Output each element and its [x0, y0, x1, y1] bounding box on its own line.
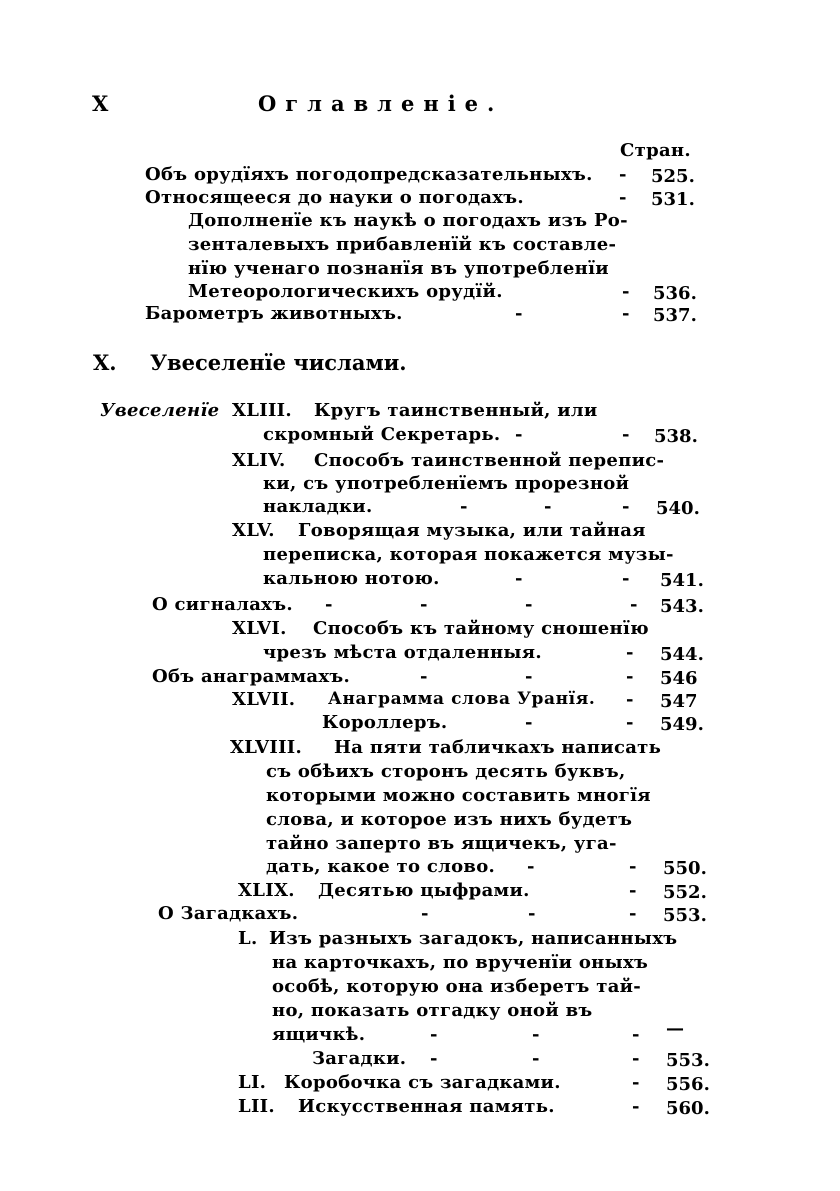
entry-text: переписка, которая покажется музы-	[263, 544, 674, 565]
entry-text: ящичкѣ.	[272, 1024, 366, 1045]
page-ref: 531.	[651, 189, 695, 210]
entry-text: На пяти табличкахъ написать	[334, 737, 662, 758]
entry-text: Способъ таинственной перепис-	[314, 450, 665, 471]
entry-text: Изъ разныхъ загадокъ, написанныхъ	[269, 928, 678, 949]
entry-number: LI.	[238, 1072, 267, 1093]
toc-line: Барометръ животныхъ.	[145, 303, 403, 324]
entry-text: тайно заперто въ ящичекъ, уга-	[266, 833, 617, 854]
leader-dash: -	[515, 568, 523, 589]
entry-text: ки, съ употребленїемъ прорезной	[263, 473, 630, 494]
entry-text: которыми можно составить многїя	[266, 785, 651, 806]
leader-dash: -	[622, 303, 630, 324]
leader-dash: -	[525, 594, 533, 615]
leader-dash: -	[626, 666, 634, 687]
toc-line: Относящееся до науки о погодахъ.	[145, 187, 524, 208]
page-ref: 544.	[660, 644, 704, 665]
entry-number: XLIII.	[232, 400, 292, 421]
leader-dash: -	[629, 903, 637, 924]
leader-dash: -	[626, 689, 634, 710]
side-label: Увеселенїе	[100, 400, 220, 421]
leader-dash: -	[430, 1024, 438, 1045]
entry-number: XLIX.	[238, 880, 295, 901]
leader-dash: -	[626, 712, 634, 733]
entry-text: на карточкахъ, по врученїи оныхъ	[272, 952, 649, 973]
entry-number: XLVI.	[232, 618, 287, 639]
section-number: X.	[93, 350, 117, 375]
page-ref: 536.	[653, 283, 697, 304]
leader-dash: -	[622, 281, 630, 302]
subsection-title: Объ анаграммахъ.	[152, 666, 351, 687]
leader-dash: -	[632, 1096, 640, 1117]
entry-text: чрезъ мѣста отдаленныя.	[263, 642, 542, 663]
section-title: Увеселенїе числами.	[150, 350, 407, 375]
leader-dash: -	[527, 856, 535, 877]
page-ref: 556.	[666, 1074, 710, 1095]
leader-dash: -	[632, 1072, 640, 1093]
entry-text: слова, и которое изъ нихъ будетъ	[266, 809, 633, 830]
entry-text: съ обѣихъ сторонъ десять буквъ,	[266, 761, 626, 782]
leader-dash: -	[632, 1048, 640, 1069]
leader-dash: -	[420, 666, 428, 687]
page-ref: 552.	[663, 882, 707, 903]
page-number: X	[92, 91, 109, 116]
page-ref: —	[666, 1018, 684, 1039]
entry-text: Искусственная память.	[298, 1096, 555, 1117]
leader-dash: -	[619, 187, 627, 208]
leader-dash: -	[525, 666, 533, 687]
subsection-title: О сигналахъ.	[152, 594, 293, 615]
page-ref: 543.	[660, 596, 704, 617]
leader-dash: -	[420, 594, 428, 615]
page-ref: 547	[660, 691, 698, 712]
leader-dash: -	[525, 712, 533, 733]
subsection-title: О Загадкахъ.	[158, 903, 299, 924]
leader-dash: -	[515, 303, 523, 324]
entry-text: накладки.	[263, 496, 373, 517]
entry-text: Загадки.	[312, 1048, 407, 1069]
page-ref: 540.	[656, 498, 700, 519]
toc-line: нїю ученаго познанїя въ употребленїи	[188, 258, 609, 279]
entry-number: XLIV.	[232, 450, 286, 471]
leader-dash: -	[632, 1024, 640, 1045]
page-ref: 546	[660, 668, 698, 689]
leader-dash: -	[629, 856, 637, 877]
entry-text: особѣ, которую она изберетъ тай-	[272, 976, 642, 997]
page-title: Оглавленіе.	[258, 91, 504, 116]
entry-number: L.	[238, 928, 258, 949]
leader-dash: -	[622, 424, 630, 445]
page-ref: 525.	[651, 166, 695, 187]
leader-dash: -	[532, 1024, 540, 1045]
leader-dash: -	[622, 568, 630, 589]
entry-number: XLVII.	[232, 689, 296, 710]
page-ref: 538.	[654, 426, 698, 447]
toc-line: Дополненїе къ наукѣ о погодахъ изъ Ро-	[188, 210, 628, 231]
toc-line: Объ орудїяхъ погодопредсказательныхъ.	[145, 164, 593, 185]
leader-dash: -	[515, 424, 523, 445]
entry-text: Коробочка съ загадками.	[284, 1072, 561, 1093]
page-ref: 560.	[666, 1098, 710, 1119]
page-ref: 553.	[663, 905, 707, 926]
entry-number: XLV.	[232, 520, 275, 541]
entry-text: скромный Секретарь.	[263, 424, 501, 445]
page-ref: 550.	[663, 858, 707, 879]
entry-text: но, показать отгадку оной въ	[272, 1000, 593, 1021]
page-column-label: Стран.	[620, 140, 691, 161]
leader-dash: -	[619, 164, 627, 185]
entry-text: Способъ къ тайному сношенїю	[313, 618, 649, 639]
leader-dash: -	[622, 496, 630, 517]
page-ref: 537.	[653, 305, 697, 326]
leader-dash: -	[629, 880, 637, 901]
entry-number: LII.	[238, 1096, 275, 1117]
leader-dash: -	[544, 496, 552, 517]
entry-text: Десятью цыфрами.	[318, 880, 530, 901]
leader-dash: -	[626, 642, 634, 663]
entry-text: Говорящая музыка, или тайная	[298, 520, 646, 541]
leader-dash: -	[460, 496, 468, 517]
toc-line: Метеорологическихъ орудїй.	[188, 281, 503, 302]
leader-dash: -	[528, 903, 536, 924]
page-ref: 553.	[666, 1050, 710, 1071]
entry-text: Кругъ таинственный, или	[314, 400, 598, 421]
entry-number: XLVIII.	[230, 737, 303, 758]
toc-line: зенталевыхъ прибавленїй къ составле-	[188, 234, 617, 255]
page-ref: 549.	[660, 714, 704, 735]
leader-dash: -	[630, 594, 638, 615]
leader-dash: -	[532, 1048, 540, 1069]
leader-dash: -	[325, 594, 333, 615]
entry-text: дать, какое то слово.	[266, 856, 496, 877]
entry-text: Короллеръ.	[322, 712, 448, 733]
page-ref: 541.	[660, 570, 704, 591]
leader-dash: -	[430, 1048, 438, 1069]
entry-text: Анаграмма слова Уранїя.	[328, 689, 596, 709]
leader-dash: -	[421, 903, 429, 924]
entry-text: кальною нотою.	[263, 568, 440, 589]
